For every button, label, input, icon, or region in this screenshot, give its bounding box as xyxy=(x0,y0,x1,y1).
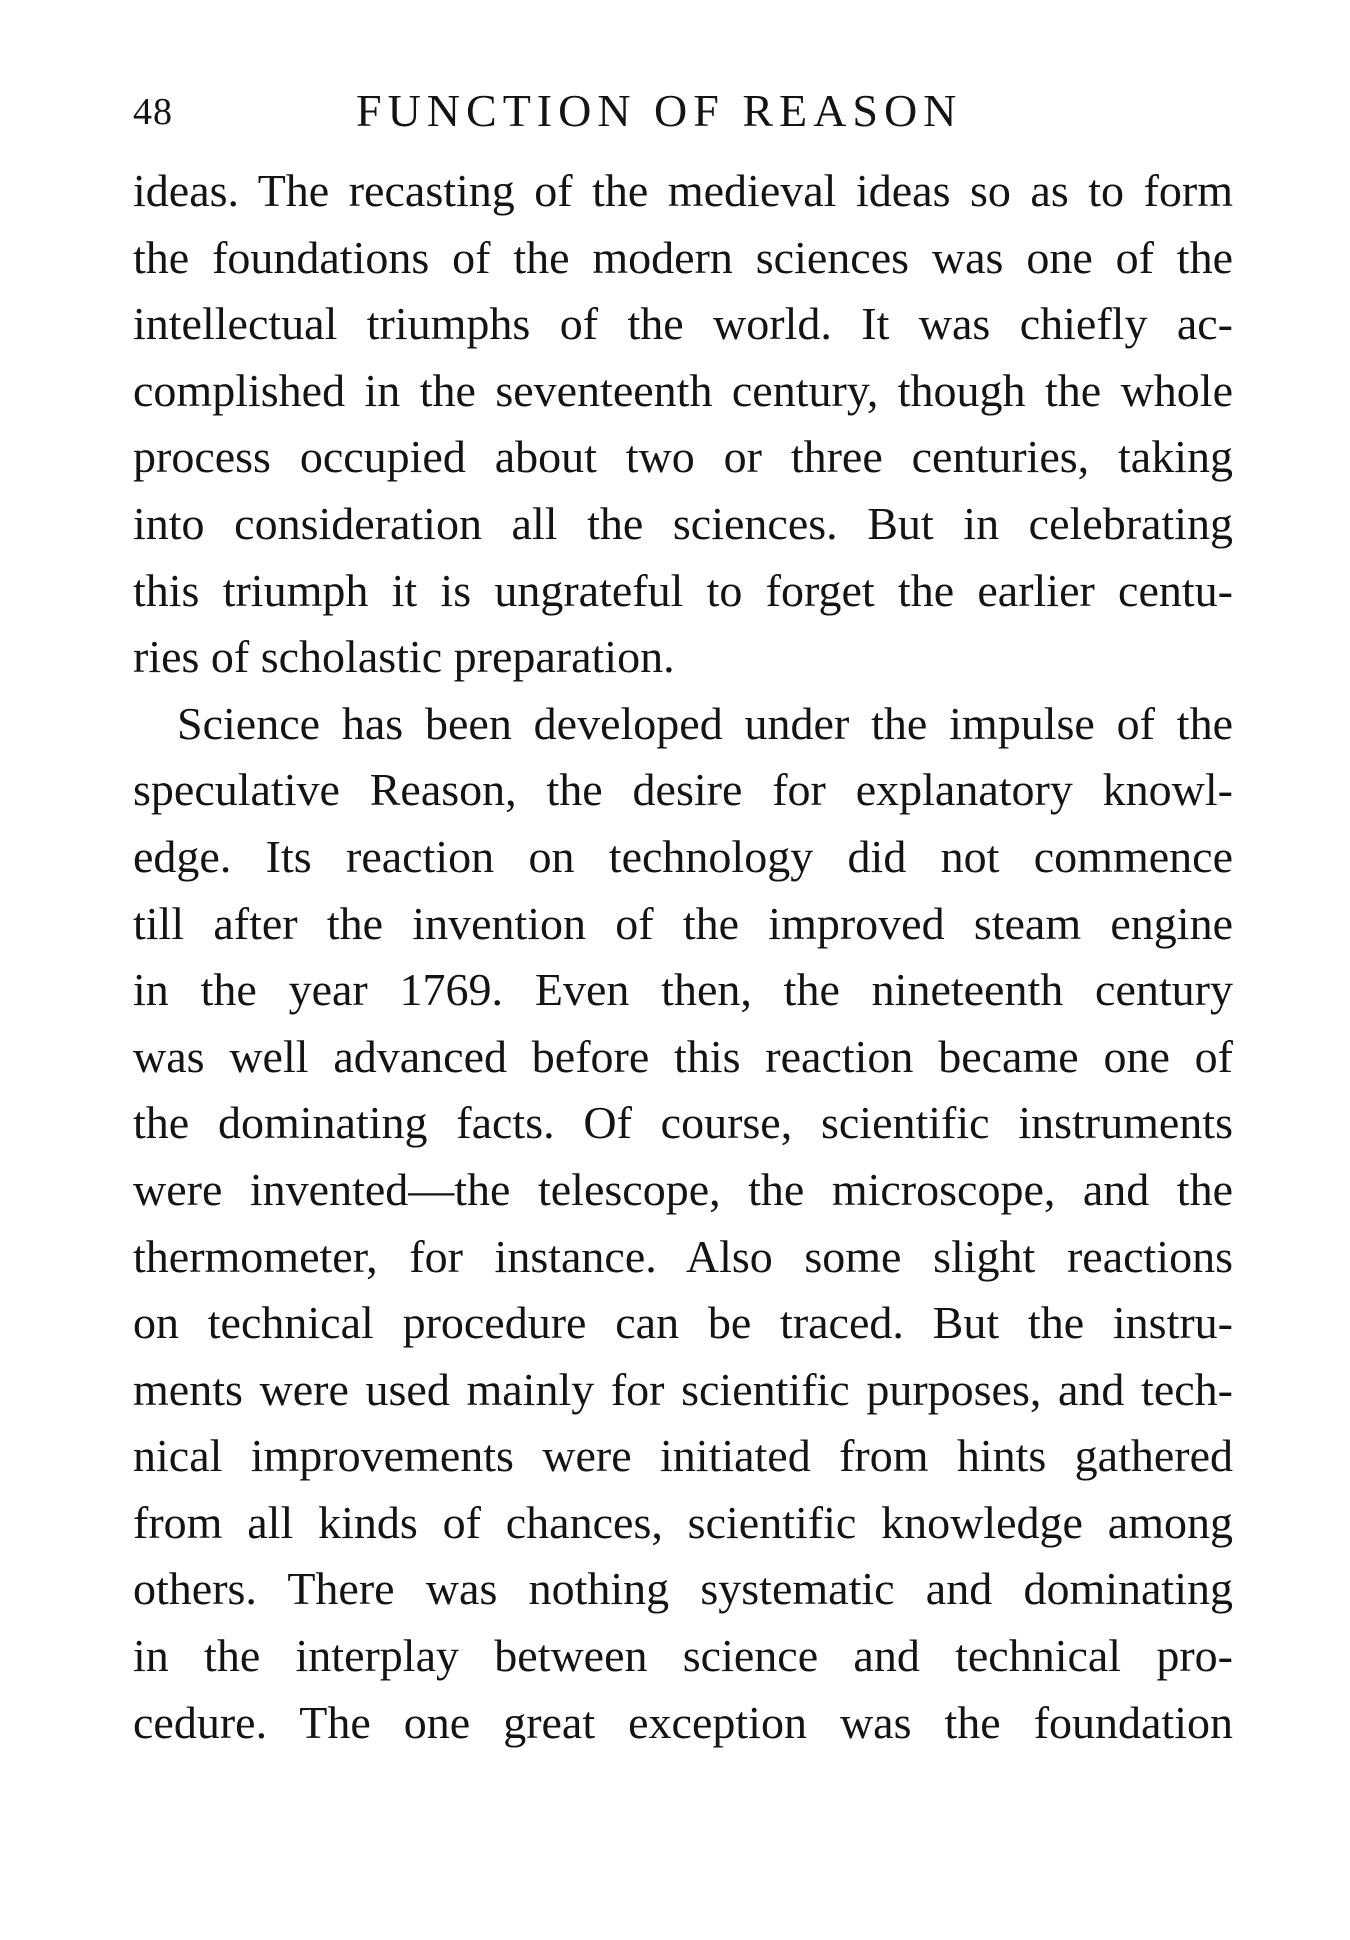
text-line: from all kinds of chances, scientific knowledge among xyxy=(133,1496,1233,1548)
text-line: nical improvements were initiated from hints gathered xyxy=(133,1430,1233,1482)
text-line: ments were used mainly for scientific purposes, and tech- xyxy=(133,1363,1233,1415)
text-line: into consideration all the sciences. But in celebrating xyxy=(133,497,1233,549)
text-line: cedure. The one great exception was the foundation xyxy=(133,1696,1233,1748)
text-line: edge. Its reaction on technology did not commence xyxy=(133,830,1233,882)
text-line: the foundations of the modern sciences was one of the xyxy=(133,231,1233,283)
page-header xyxy=(133,84,1233,154)
text-line: speculative Reason, the desire for explanatory knowl- xyxy=(133,764,1233,816)
body-text xyxy=(133,158,1233,1756)
paragraph-start-line: Science has been developed under the impulse of the xyxy=(177,697,1233,749)
running-head: FUNCTION OF REASON xyxy=(356,85,963,136)
text-line: on technical procedure can be traced. But the instru- xyxy=(133,1297,1233,1349)
text-line: in the year 1769. Even then, the nineteenth century xyxy=(133,964,1233,1016)
text-line: others. There was nothing systematic and dominating xyxy=(133,1563,1233,1615)
text-line: in the interplay between science and technical pro- xyxy=(133,1630,1233,1682)
text-line: were invented—the telescope, the microscope, and the xyxy=(133,1163,1233,1215)
text-line: ideas. The recasting of the medieval ideas so as to form xyxy=(133,165,1233,216)
text-line: thermometer, for instance. Also some slight reactions xyxy=(133,1230,1233,1282)
text-line: complished in the seventeenth century, though the whole xyxy=(133,364,1233,416)
text-line: was well advanced before this reaction became one of xyxy=(133,1030,1233,1082)
page-number: 48 xyxy=(133,91,173,133)
paragraph-end-line: ries of scholastic preparation. xyxy=(133,631,675,683)
text-line: the dominating facts. Of course, scientific instruments xyxy=(133,1097,1233,1149)
text-line: this triumph it is ungrateful to forget the earlier centu- xyxy=(133,564,1233,616)
text-line: intellectual triumphs of the world. It was chiefly ac- xyxy=(133,298,1233,350)
text-line: process occupied about two or three centuries, taking xyxy=(133,431,1233,483)
text-line: till after the invention of the improved steam engine xyxy=(133,897,1233,949)
